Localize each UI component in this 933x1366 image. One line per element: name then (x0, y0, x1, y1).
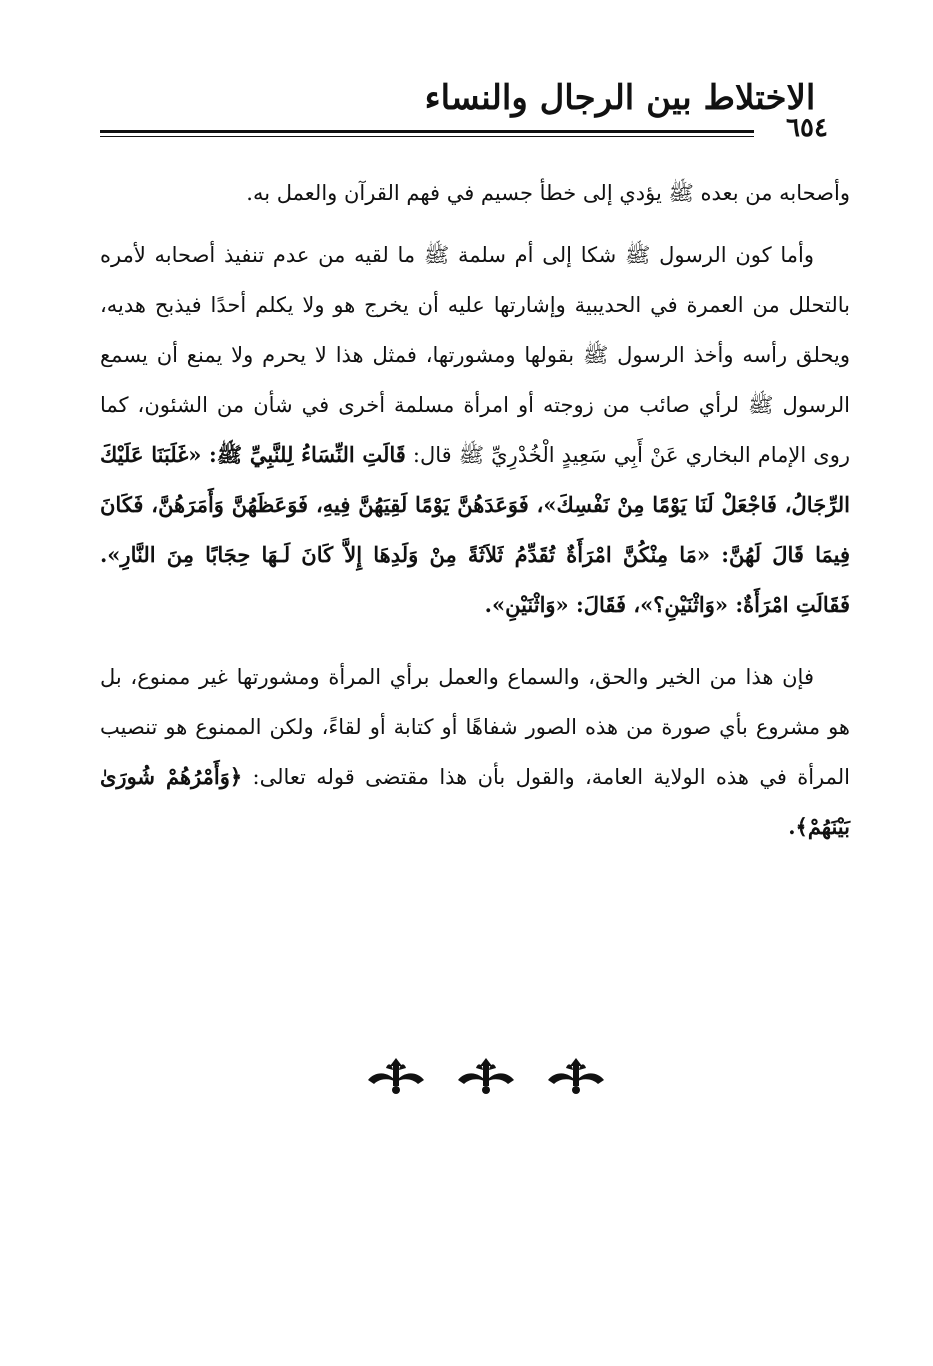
page-header (100, 70, 850, 150)
paragraph-2-text: وأما كون الرسول ﷺ شكا إلى أم سلمة ﷺ ما لقيه من عدم تنفيذ أصحابه لأمره بالتحلل من العمرة في الحديبية وإشارتها عليه أن يخرج هو ولا يكلم أحدًا فيذبح هديه، ويحلق رأسه وأخذ الرسول ﷺ بقولها ومشورتها، فمثل هذا لا يحرم ولا يمنع أن يسمع الرسول ﷺ لرأي صائب من زوجته أو امرأة مسلمة أخرى في شأن من الشئون، كما روى الإمام البخاري عَنْ أَبِي سَعِيدٍ الْخُدْرِيِّ ﷺ قال: (100, 243, 850, 467)
header-rule-thin (100, 136, 754, 137)
paragraph-2 (100, 230, 850, 630)
running-title: الاختلاط بين الرجال والنساء (424, 78, 816, 118)
page-number: ٦٥٤ (786, 113, 828, 143)
divider-ornament-icon (360, 1052, 620, 1102)
paragraph-1 (100, 168, 850, 218)
quran-verse: ﴿وَأَمْرُهُمْ شُورَىٰ بَيْنَهُمْ﴾. (100, 764, 850, 839)
header-rule (100, 130, 754, 133)
hadith-quote: قَالَتِ النِّسَاءُ لِلنَّبِيِّ ﷺ: «غَلَبَنَا عَلَيْكَ الرِّجَالُ، فَاجْعَلْ لَنَا يَوْمًا مِنْ نَفْسِكَ»، فَوَعَدَهُنَّ يَوْمًا لَقِيَهُنَّ فِيهِ، فَوَعَظَهُنَّ وَأَمَرَهُنَّ، فَكَانَ فِيمَا قَالَ لَهُنَّ: «مَا مِنْكُنَّ امْرَأَةٌ تُقَدِّمُ ثَلاَثَةً مِنْ وَلَدِهَا إِلاَّ كَانَ لَـهَا حِجَابًا مِنَ النَّارِ». فَقَالَتِ امْرَأَةٌ: «وَاثْنَيْنِ؟»، فَقَالَ: «وَاثْنَيْنِ». (100, 442, 850, 617)
body-text (100, 168, 850, 852)
paragraph-3 (100, 652, 850, 852)
paragraph-3-text: فإن هذا من الخير والحق، والسماع والعمل برأي المرأة ومشورتها غير ممنوع، بل هو مشروع بأي صورة من هذه الصور شفاهًا أو كتابة أو لقاءً، ولكن الممنوع هو تنصيب المرأة في هذه الولاية العامة، والقول بأن هذا مقتضى قوله تعالى: (100, 665, 850, 789)
paragraph-1-text: وأصحابه من بعده ﷺ يؤدي إلى خطأ جسيم في فهم القرآن والعمل به. (246, 181, 850, 205)
